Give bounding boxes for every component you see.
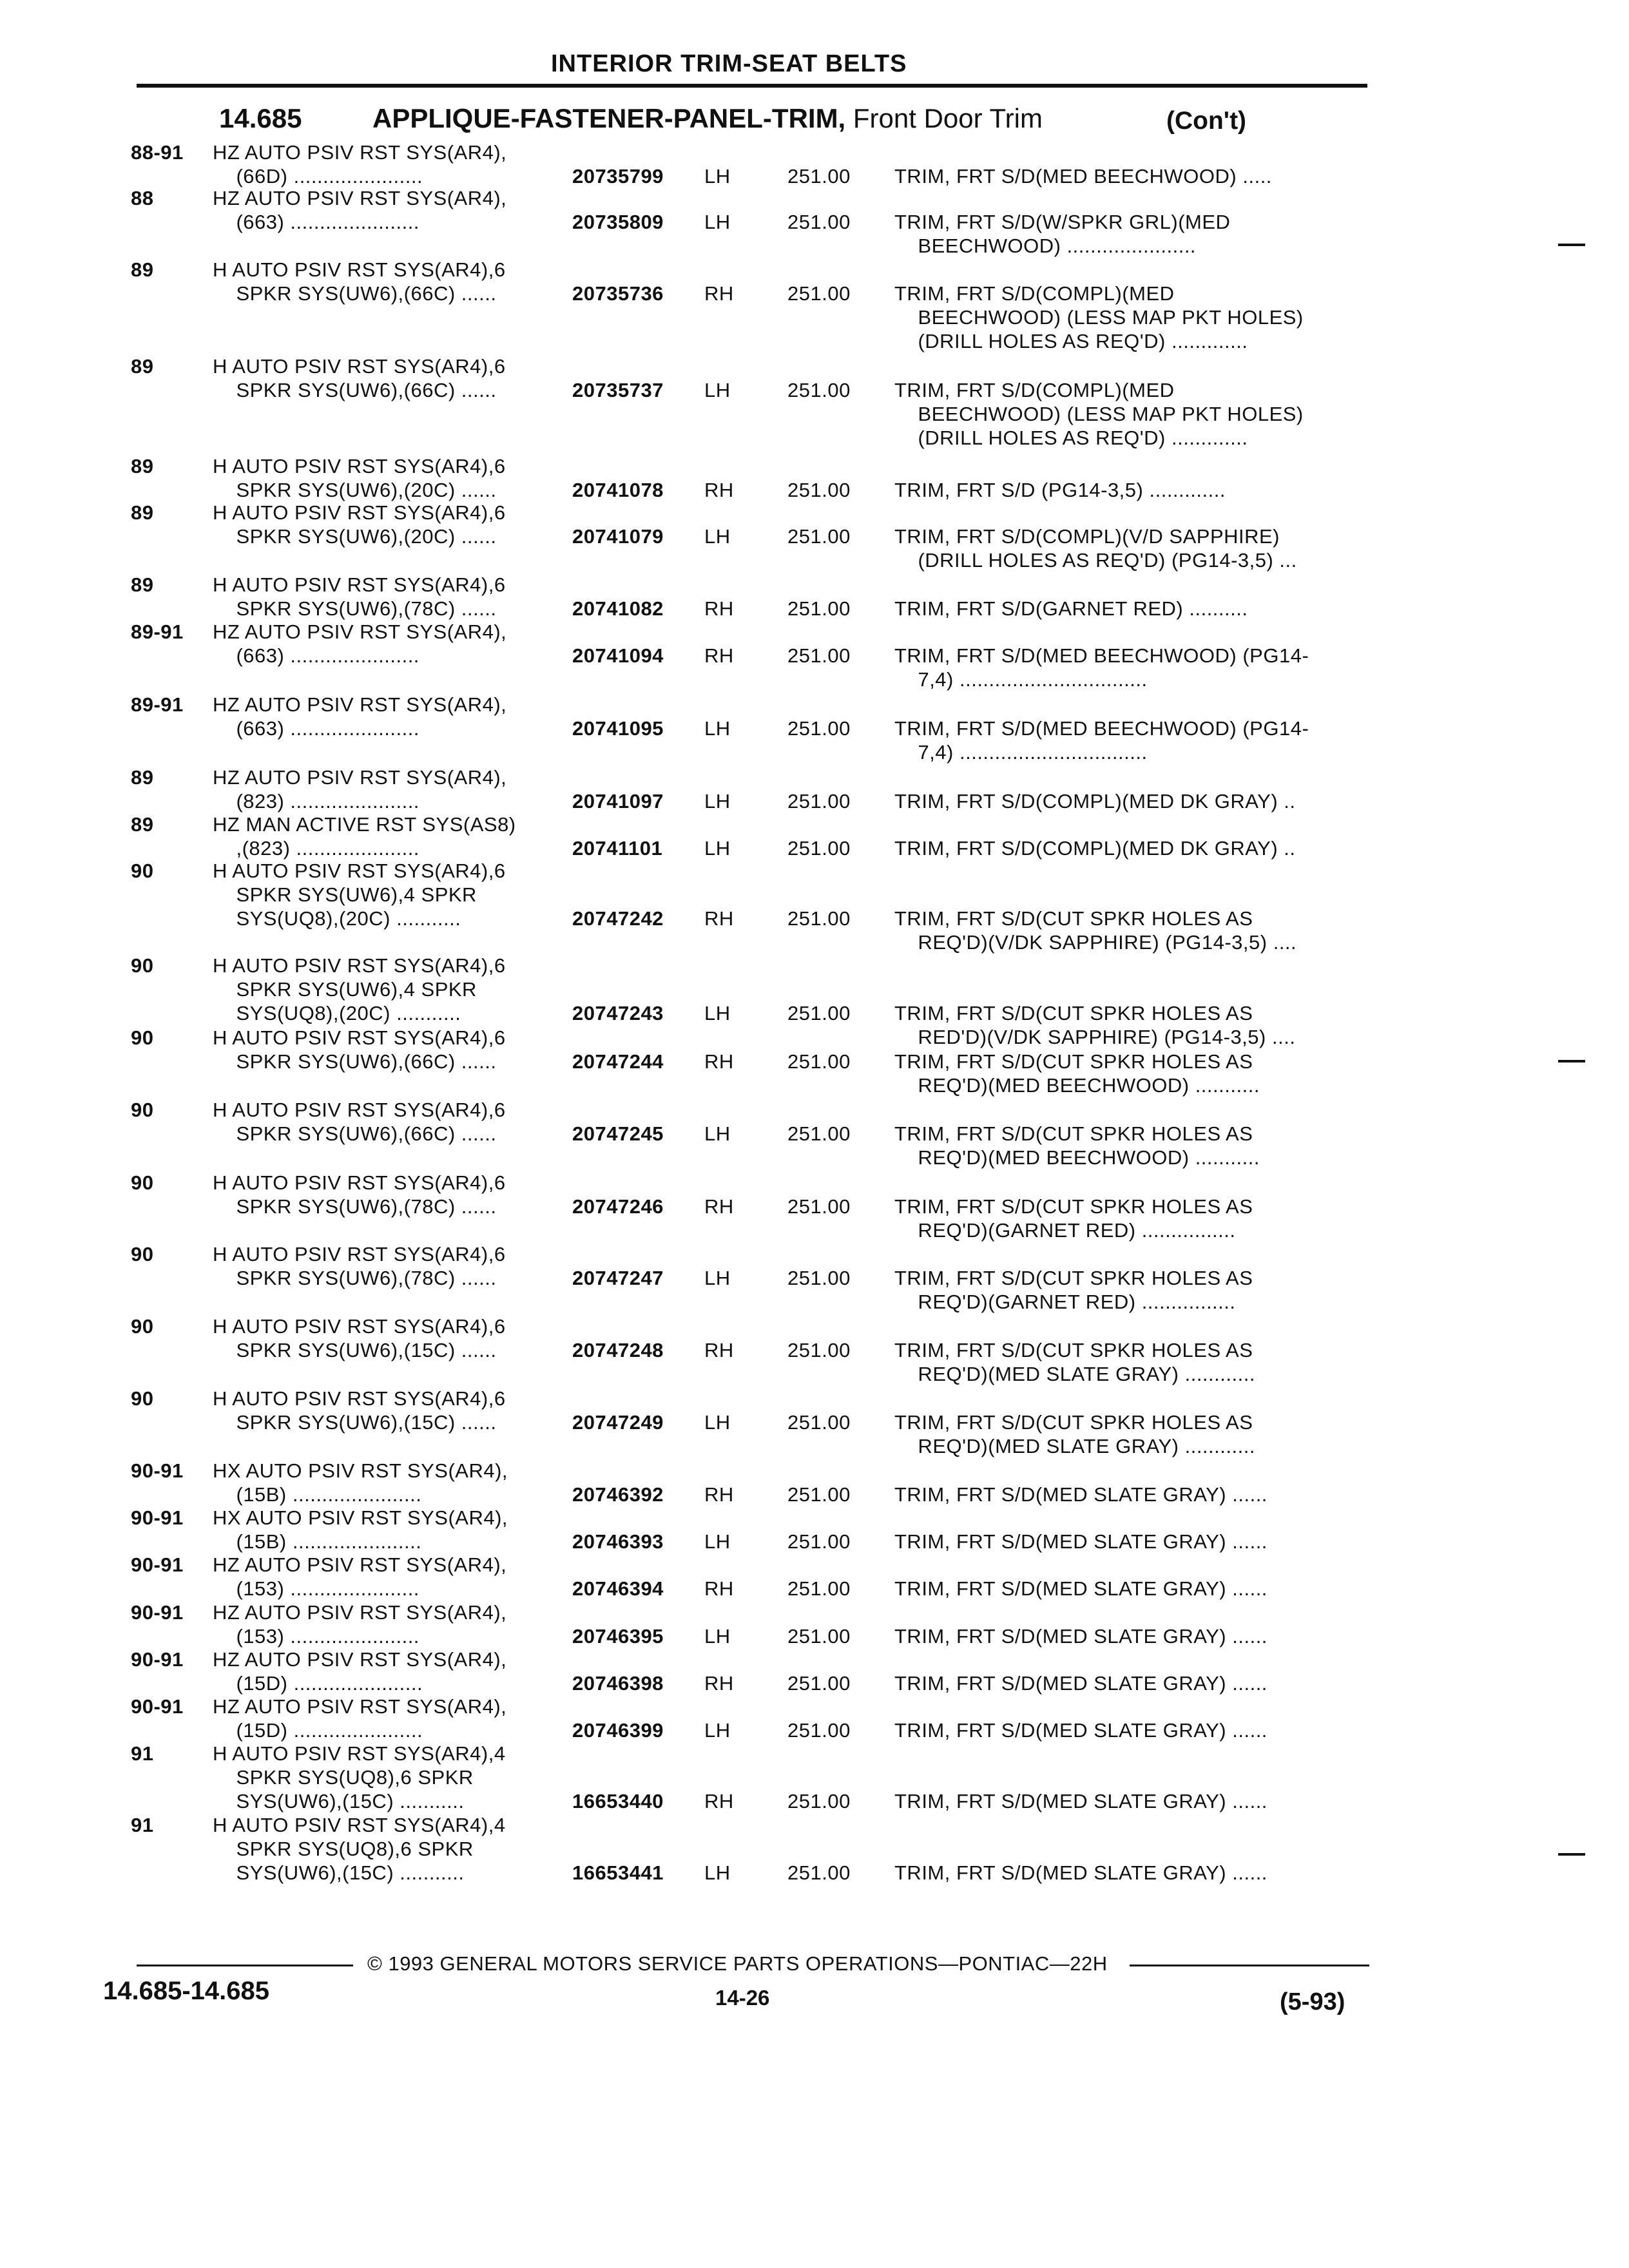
entry-side: LH xyxy=(704,379,731,401)
entry-side: LH xyxy=(704,837,731,860)
entry-quantity: 251.00 xyxy=(787,717,851,740)
entry-application: HZ MAN ACTIVE RST SYS(AS8) ,(823) ..................... xyxy=(213,813,516,860)
entry-quantity: 251.00 xyxy=(787,907,851,930)
entry-side: RH xyxy=(704,1339,734,1361)
entry-application: HZ AUTO PSIV RST SYS(AR4), (823) ...................... xyxy=(213,766,507,812)
entry-year: 90 xyxy=(131,1026,154,1049)
entry-quantity: 251.00 xyxy=(787,1625,851,1648)
entry-year: 91 xyxy=(131,1814,154,1836)
entry-description: TRIM, FRT S/D(CUT SPKR HOLES AS REQ'D)(GARNET RED) ................ xyxy=(894,1267,1253,1313)
entry-side: LH xyxy=(704,1625,731,1648)
entry-part-number: 20735809 xyxy=(572,211,664,233)
entry-year: 90 xyxy=(131,1315,154,1338)
section-number: 14.685 xyxy=(219,103,302,133)
section-title-main: APPLIQUE-FASTENER-PANEL-TRIM, xyxy=(372,103,846,133)
entry-year: 89 xyxy=(131,501,154,524)
entry-application: H AUTO PSIV RST SYS(AR4),6 SPKR SYS(UW6),(15C) ...... xyxy=(213,1387,506,1434)
entry-application: HZ AUTO PSIV RST SYS(AR4), (15D) ...................... xyxy=(213,1695,507,1742)
entry-part-number: 20741094 xyxy=(572,644,664,667)
entry-quantity: 251.00 xyxy=(787,790,851,812)
entry-description: TRIM, FRT S/D(COMPL)(MED BEECHWOOD) (LESS MAP PKT HOLES) (DRILL HOLES AS REQ'D) ............. xyxy=(894,282,1304,352)
entry-part-number: 20746395 xyxy=(572,1625,664,1648)
entry-part-number: 20747249 xyxy=(572,1411,664,1434)
entry-quantity: 251.00 xyxy=(787,644,851,667)
entry-side: RH xyxy=(704,1483,734,1506)
entry-year: 90 xyxy=(131,860,154,882)
entry-part-number: 20747242 xyxy=(572,907,664,930)
entry-part-number: 20746394 xyxy=(572,1577,664,1600)
entry-quantity: 251.00 xyxy=(787,525,851,548)
entry-description: TRIM, FRT S/D(CUT SPKR HOLES AS REQ'D)(V/DK SAPPHIRE) (PG14-3,5) .... xyxy=(894,907,1297,954)
footer-section-range: 14.685-14.685 xyxy=(103,1977,270,2005)
entry-part-number: 20747243 xyxy=(572,1002,664,1024)
margin-mark xyxy=(1558,1060,1585,1062)
entry-year: 90 xyxy=(131,1171,154,1194)
entry-description: TRIM, FRT S/D(COMPL)(V/D SAPPHIRE) (DRILL HOLES AS REQ'D) (PG14-3,5) ... xyxy=(894,525,1297,572)
entry-year: 88-91 xyxy=(131,141,184,164)
entry-side: RH xyxy=(704,1050,734,1073)
footer-rule-left xyxy=(137,1965,353,1966)
entry-year: 89 xyxy=(131,766,154,789)
entry-quantity: 251.00 xyxy=(787,479,851,501)
entry-quantity: 251.00 xyxy=(787,1122,851,1145)
entry-side: LH xyxy=(704,1719,731,1742)
entry-application: HZ AUTO PSIV RST SYS(AR4), (663) ...................... xyxy=(213,187,507,233)
entry-quantity: 251.00 xyxy=(787,1790,851,1812)
entry-year: 90 xyxy=(131,1099,154,1121)
entry-description: TRIM, FRT S/D(CUT SPKR HOLES AS RED'D)(V/DK SAPPHIRE) (PG14-3,5) .... xyxy=(894,1002,1296,1048)
entry-quantity: 251.00 xyxy=(787,1577,851,1600)
entry-description: TRIM, FRT S/D(CUT SPKR HOLES AS REQ'D)(MED SLATE GRAY) ............ xyxy=(894,1411,1255,1457)
entry-quantity: 251.00 xyxy=(787,282,851,305)
entry-quantity: 251.00 xyxy=(787,1719,851,1742)
entry-year: 89 xyxy=(131,355,154,378)
entry-application: H AUTO PSIV RST SYS(AR4),4 SPKR SYS(UQ8),6 SPKR SYS(UW6),(15C) ........... xyxy=(213,1742,506,1812)
entry-part-number: 20747247 xyxy=(572,1267,664,1289)
entry-quantity: 251.00 xyxy=(787,1861,851,1884)
entry-year: 90-91 xyxy=(131,1648,184,1671)
entry-year: 89 xyxy=(131,573,154,596)
entry-part-number: 20741082 xyxy=(572,597,664,620)
margin-mark xyxy=(1558,1853,1585,1856)
entry-application: H AUTO PSIV RST SYS(AR4),6 SPKR SYS(UW6),(78C) ...... xyxy=(213,1243,506,1289)
entry-application: H AUTO PSIV RST SYS(AR4),6 SPKR SYS(UW6),4 SPKR SYS(UQ8),(20C) ........... xyxy=(213,954,506,1024)
entry-description: TRIM, FRT S/D(MED BEECHWOOD) (PG14- 7,4) ................................ xyxy=(894,644,1309,691)
entry-side: RH xyxy=(704,1790,734,1812)
entry-description: TRIM, FRT S/D(MED SLATE GRAY) ...... xyxy=(894,1672,1268,1695)
footer-rule-right xyxy=(1130,1965,1369,1966)
entry-side: RH xyxy=(704,597,734,620)
entry-side: LH xyxy=(704,717,731,740)
entry-description: TRIM, FRT S/D(MED SLATE GRAY) ...... xyxy=(894,1625,1268,1648)
page-header-title: INTERIOR TRIM-SEAT BELTS xyxy=(551,50,907,77)
entry-part-number: 20735737 xyxy=(572,379,664,401)
entry-description: TRIM, FRT S/D(CUT SPKR HOLES AS REQ'D)(MED BEECHWOOD) ........... xyxy=(894,1122,1260,1169)
entry-application: HZ AUTO PSIV RST SYS(AR4), (153) ...................... xyxy=(213,1553,507,1600)
entry-side: LH xyxy=(704,1267,731,1289)
entry-year: 90 xyxy=(131,954,154,977)
entry-quantity: 251.00 xyxy=(787,1195,851,1218)
entry-description: TRIM, FRT S/D(COMPL)(MED DK GRAY) .. xyxy=(894,790,1296,812)
entry-description: TRIM, FRT S/D(COMPL)(MED BEECHWOOD) (LESS MAP PKT HOLES) (DRILL HOLES AS REQ'D) ............. xyxy=(894,379,1304,449)
entry-year: 90-91 xyxy=(131,1601,184,1624)
entry-quantity: 251.00 xyxy=(787,1267,851,1289)
entry-part-number: 20746398 xyxy=(572,1672,664,1695)
entry-application: HX AUTO PSIV RST SYS(AR4), (15B) ...................... xyxy=(213,1506,508,1553)
entry-part-number: 20746392 xyxy=(572,1483,664,1506)
entry-year: 89-91 xyxy=(131,693,184,716)
entry-application: H AUTO PSIV RST SYS(AR4),6 SPKR SYS(UW6),(66C) ...... xyxy=(213,258,506,305)
entry-description: TRIM, FRT S/D(W/SPKR GRL)(MED BEECHWOOD) ...................... xyxy=(894,211,1231,257)
header-rule xyxy=(137,84,1367,88)
entry-application: H AUTO PSIV RST SYS(AR4),6 SPKR SYS(UW6),(66C) ...... xyxy=(213,355,506,401)
entry-application: HZ AUTO PSIV RST SYS(AR4), (66D) ...................... xyxy=(213,141,507,187)
entry-side: LH xyxy=(704,525,731,548)
entry-quantity: 251.00 xyxy=(787,1050,851,1073)
entry-part-number: 20741079 xyxy=(572,525,664,548)
entry-year: 89-91 xyxy=(131,620,184,643)
margin-mark xyxy=(1558,244,1585,246)
entry-description: TRIM, FRT S/D(COMPL)(MED DK GRAY) .. xyxy=(894,837,1296,860)
entry-application: H AUTO PSIV RST SYS(AR4),6 SPKR SYS(UW6),(20C) ...... xyxy=(213,501,506,548)
footer-copyright: © 1993 GENERAL MOTORS SERVICE PARTS OPERATIONS—PONTIAC—22H xyxy=(367,1952,1108,1975)
entry-description: TRIM, FRT S/D(MED SLATE GRAY) ...... xyxy=(894,1483,1268,1506)
entry-part-number: 20747246 xyxy=(572,1195,664,1218)
entry-quantity: 251.00 xyxy=(787,1339,851,1361)
entry-application: HZ AUTO PSIV RST SYS(AR4), (15D) ...................... xyxy=(213,1648,507,1695)
entry-description: TRIM, FRT S/D(GARNET RED) .......... xyxy=(894,597,1248,620)
entry-side: RH xyxy=(704,644,734,667)
entry-description: TRIM, FRT S/D(CUT SPKR HOLES AS REQ'D)(MED BEECHWOOD) ........... xyxy=(894,1050,1260,1097)
entry-description: TRIM, FRT S/D(MED BEECHWOOD) (PG14- 7,4) ................................ xyxy=(894,717,1309,764)
entry-year: 88 xyxy=(131,187,154,209)
entry-quantity: 251.00 xyxy=(787,211,851,233)
entry-side: RH xyxy=(704,1195,734,1218)
entry-year: 90 xyxy=(131,1387,154,1410)
footer-page-number: 14-26 xyxy=(715,1986,770,2010)
section-continued: (Con't) xyxy=(1166,107,1247,135)
section-title xyxy=(372,103,1043,134)
entry-description: TRIM, FRT S/D(MED SLATE GRAY) ...... xyxy=(894,1719,1268,1742)
entry-part-number: 20741078 xyxy=(572,479,664,501)
entry-side: LH xyxy=(704,790,731,812)
entry-side: RH xyxy=(704,1577,734,1600)
entry-part-number: 20747245 xyxy=(572,1122,664,1145)
entry-part-number: 16653441 xyxy=(572,1861,664,1884)
section-subtitle: Front Door Trim xyxy=(853,103,1043,133)
entry-side: LH xyxy=(704,1002,731,1024)
entry-side: LH xyxy=(704,1411,731,1434)
entry-quantity: 251.00 xyxy=(787,165,851,187)
entry-description: TRIM, FRT S/D(MED SLATE GRAY) ...... xyxy=(894,1530,1268,1553)
entry-application: H AUTO PSIV RST SYS(AR4),4 SPKR SYS(UQ8),6 SPKR SYS(UW6),(15C) ........... xyxy=(213,1814,506,1884)
entry-year: 90 xyxy=(131,1243,154,1265)
entry-application: HX AUTO PSIV RST SYS(AR4), (15B) ...................... xyxy=(213,1459,508,1506)
entry-description: TRIM, FRT S/D(MED SLATE GRAY) ...... xyxy=(894,1861,1268,1884)
entry-side: RH xyxy=(704,1672,734,1695)
entry-part-number: 20735736 xyxy=(572,282,664,305)
entry-description: TRIM, FRT S/D(MED BEECHWOOD) ..... xyxy=(894,165,1272,187)
entry-description: TRIM, FRT S/D (PG14-3,5) ............. xyxy=(894,479,1226,501)
entry-part-number: 20746399 xyxy=(572,1719,664,1742)
entry-part-number: 20741101 xyxy=(572,837,663,860)
entry-application: H AUTO PSIV RST SYS(AR4),6 SPKR SYS(UW6),(78C) ...... xyxy=(213,573,506,620)
entry-side: RH xyxy=(704,479,734,501)
entry-application: H AUTO PSIV RST SYS(AR4),6 SPKR SYS(UW6),(66C) ...... xyxy=(213,1026,506,1073)
entry-quantity: 251.00 xyxy=(787,597,851,620)
entry-quantity: 251.00 xyxy=(787,1411,851,1434)
entry-application: HZ AUTO PSIV RST SYS(AR4), (663) ...................... xyxy=(213,620,507,667)
entry-application: H AUTO PSIV RST SYS(AR4),6 SPKR SYS(UW6),(66C) ...... xyxy=(213,1099,506,1145)
entry-quantity: 251.00 xyxy=(787,1672,851,1695)
entry-part-number: 20735799 xyxy=(572,165,664,187)
entry-year: 91 xyxy=(131,1742,154,1765)
entry-side: RH xyxy=(704,907,734,930)
entry-part-number: 20741095 xyxy=(572,717,664,740)
entry-part-number: 20746393 xyxy=(572,1530,664,1553)
entry-application: HZ AUTO PSIV RST SYS(AR4), (663) ...................... xyxy=(213,693,507,740)
footer-revision-date: (5-93) xyxy=(1280,1988,1345,2015)
entry-description: TRIM, FRT S/D(CUT SPKR HOLES AS REQ'D)(MED SLATE GRAY) ............ xyxy=(894,1339,1255,1385)
entry-application: H AUTO PSIV RST SYS(AR4),6 SPKR SYS(UW6),4 SPKR SYS(UQ8),(20C) ........... xyxy=(213,860,506,930)
entry-quantity: 251.00 xyxy=(787,1002,851,1024)
entry-description: TRIM, FRT S/D(MED SLATE GRAY) ...... xyxy=(894,1790,1268,1812)
entry-application: H AUTO PSIV RST SYS(AR4),6 SPKR SYS(UW6),(15C) ...... xyxy=(213,1315,506,1361)
entry-part-number: 20741097 xyxy=(572,790,664,812)
entry-year: 90-91 xyxy=(131,1695,184,1718)
entry-part-number: 20747248 xyxy=(572,1339,664,1361)
entry-application: H AUTO PSIV RST SYS(AR4),6 SPKR SYS(UW6),(20C) ...... xyxy=(213,455,506,501)
entry-part-number: 16653440 xyxy=(572,1790,664,1812)
entry-quantity: 251.00 xyxy=(787,1530,851,1553)
entry-application: H AUTO PSIV RST SYS(AR4),6 SPKR SYS(UW6),(78C) ...... xyxy=(213,1171,506,1218)
entry-year: 90-91 xyxy=(131,1459,184,1482)
entry-year: 89 xyxy=(131,455,154,477)
entry-description: TRIM, FRT S/D(CUT SPKR HOLES AS REQ'D)(GARNET RED) ................ xyxy=(894,1195,1253,1242)
entry-side: LH xyxy=(704,211,731,233)
entry-quantity: 251.00 xyxy=(787,379,851,401)
entry-side: LH xyxy=(704,1530,731,1553)
entry-application: HZ AUTO PSIV RST SYS(AR4), (153) ...................... xyxy=(213,1601,507,1648)
entry-side: RH xyxy=(704,282,734,305)
entry-part-number: 20747244 xyxy=(572,1050,664,1073)
entry-side: LH xyxy=(704,1122,731,1145)
entry-year: 90-91 xyxy=(131,1506,184,1529)
entry-year: 89 xyxy=(131,258,154,281)
entry-year: 89 xyxy=(131,813,154,836)
entry-year: 90-91 xyxy=(131,1553,184,1576)
entry-quantity: 251.00 xyxy=(787,1483,851,1506)
entry-description: TRIM, FRT S/D(MED SLATE GRAY) ...... xyxy=(894,1577,1268,1600)
entry-quantity: 251.00 xyxy=(787,837,851,860)
entry-side: LH xyxy=(704,165,731,187)
entry-side: LH xyxy=(704,1861,731,1884)
